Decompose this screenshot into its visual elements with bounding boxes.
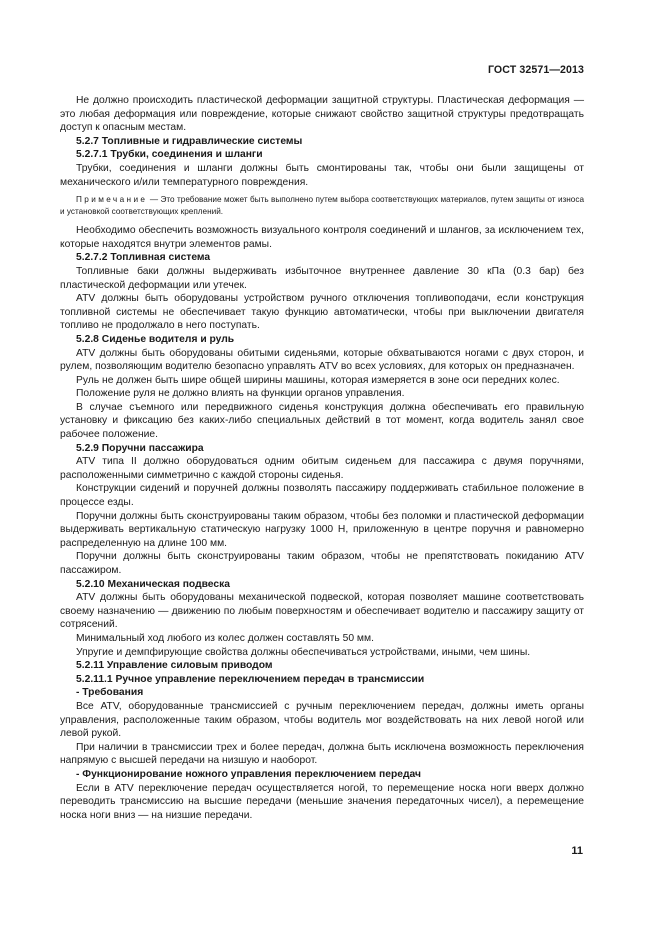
paragraph: При наличии в трансмиссии трех и более передач, должна быть исключена возможность переключения напрямую с высшей передачи на низшую и наоборот. <box>60 741 584 767</box>
section-heading: 5.2.7.2 Топливная система <box>76 252 211 264</box>
paragraph: Не должно происходить пластической деформации защитной структуры. Пластическая деформация — это любая деформация или повреждение, которые снижают свойство защитной структуры предотвращать доступ к опасным местам. <box>60 95 584 134</box>
paragraph: ATV должны быть оборудованы механической подвеской, которая позволяет машине соответствовать своему назначению — движению по любым поверхностям и обеспечивает водителю и пассажиру защиту от сотрясений. <box>60 592 584 631</box>
section-heading: 5.2.11 Управление силовым приводом <box>76 660 273 672</box>
section-heading: - Требования <box>76 687 144 699</box>
section-heading: - Функционирование ножного управления переключением передач <box>76 768 421 780</box>
paragraph: Поручни должны быть сконструированы таким образом, чтобы без поломки и пластической деформации выдерживать вертикальную статическую нагрузку 1000 Н, приложенную в центре поручня и равномерно распределенную на длине 100 мм. <box>60 510 584 549</box>
section-heading: 5.2.10 Механическая подвеска <box>76 578 231 590</box>
paragraph: Трубки, соединения и шланги должны быть смонтированы так, чтобы они были защищены от механического и/или температурного повреждения. <box>60 162 584 188</box>
paragraph: Поручни должны быть сконструированы таким образом, чтобы не препятствовать покиданию ATV пассажиром. <box>60 551 584 576</box>
paragraph: Необходимо обеспечить возможность визуального контроля соединений и шлангов, за исключением тех, которые находятся внутри элементов рамы. <box>60 225 584 250</box>
paragraph: Положение руля не должно влиять на функции органов управления. <box>76 388 405 400</box>
paragraph: ATV должны быть оборудованы устройством ручного отключения топливоподачи, если конструкция топливной системы не обеспечивает такую функцию автоматически, чтобы при выключении двигателя топливо не продолжало в него поступать. <box>60 293 584 332</box>
paragraph: Руль не должен быть шире общей ширины машины, которая измеряется в зоне оси передних колес. <box>76 374 560 386</box>
standard-designation: ГОСТ 32571—2013 <box>487 64 584 76</box>
paragraph: Топливные баки должны выдерживать избыточное внутреннее давление 30 кПа (0.3 бар) без пластической деформации или утечек. <box>60 265 584 291</box>
note-text: — Это требование может быть выполнено путем выбора соответствующих материалов, путем защиты от износа и установкой соответствующих креплений. <box>60 195 584 217</box>
paragraph: Упругие и демпфирующие свойства должны обеспечиваться устройствами, иными, чем шины. <box>76 646 531 658</box>
paragraph: ATV должны быть оборудованы обитыми сиденьями, которые обхватываются ногами с двух сторон, и рулем, позволяющим водителю безопасно управлять ATV во всех условиях, для которых он предназначен. <box>60 347 584 373</box>
page-number: 11 <box>571 845 583 857</box>
section-heading: 5.2.8 Сиденье водителя и руль <box>76 333 235 345</box>
section-heading: 5.2.9 Поручни пассажира <box>76 442 204 454</box>
section-heading: 5.2.7.1 Трубки, соединения и шланги <box>76 149 263 161</box>
section-heading: 5.2.7 Топливные и гидравлические системы <box>76 135 303 147</box>
paragraph: Если в ATV переключение передач осуществляется ногой, то перемещение носка ноги вверх должно переводить трансмиссию на высшие передачи (меньшие значения передаточных чисел), а перемещение носка ноги вниз — на низшие передачи. <box>60 782 584 821</box>
paragraph: Все ATV, оборудованные трансмиссией с ручным переключением передач, должны иметь органы управления, расположенные таким образом, чтобы водитель мог воздействовать на них левой ногой или левой рукой. <box>60 700 584 740</box>
paragraph: Минимальный ход любого из колес должен составлять 50 мм. <box>76 632 374 644</box>
section-heading: 5.2.11.1 Ручное управление переключением передач в трансмиссии <box>76 673 425 685</box>
paragraph: ATV типа II должно оборудоваться одним обитым сиденьем для пассажира с двумя поручнями, расположенными симметрично с каждой стороны сиденья. <box>60 456 584 481</box>
paragraph: В случае съемного или передвижного сиденья конструкция должна обеспечивать его правильную установку и фиксацию без каких-либо специальных действий в тот момент, когда водитель занял свое рабочее положение. <box>60 401 584 441</box>
body-text <box>60 94 584 822</box>
note-lead: Примечание <box>76 195 148 205</box>
paragraph: Конструкции сидений и поручней должны позволять пассажиру поддерживать стабильное положение в процессе езды. <box>60 483 584 509</box>
note <box>60 194 584 218</box>
